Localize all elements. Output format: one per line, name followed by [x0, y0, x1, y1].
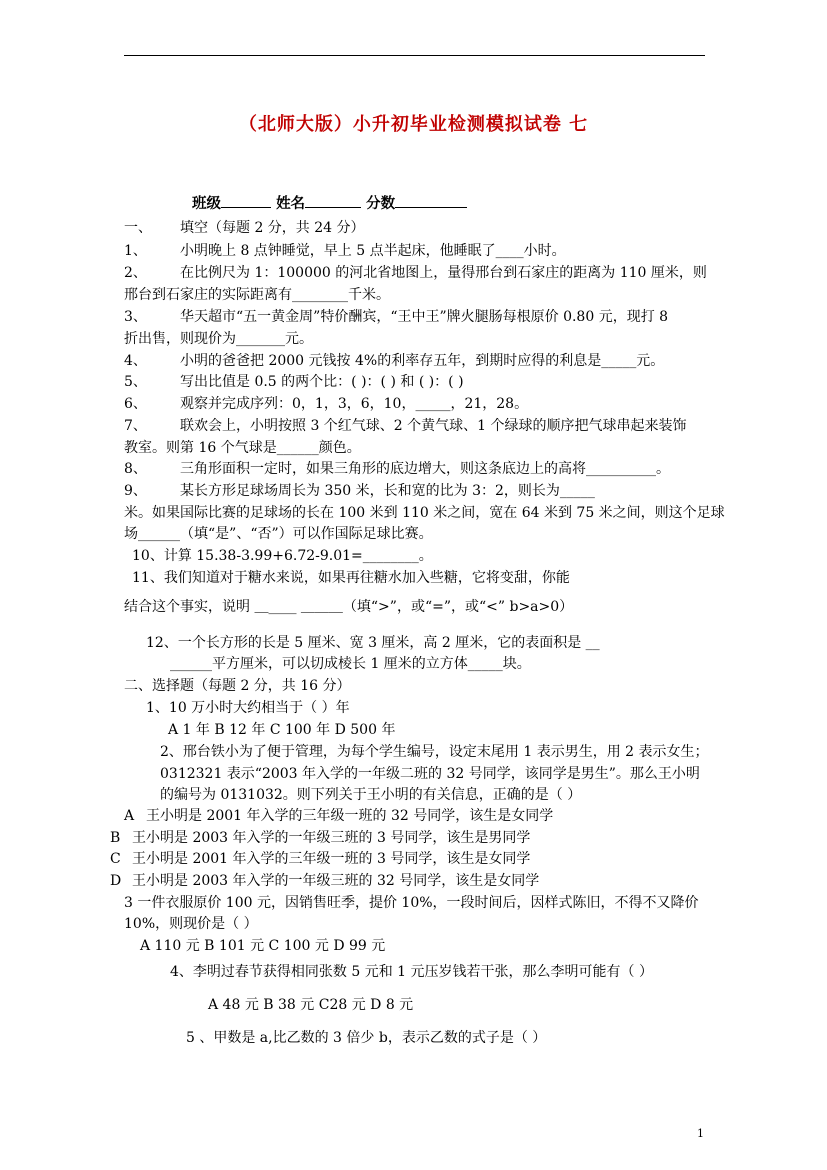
- question-9: 9、 某长方形足球场周长为 350 米，长和宽的比为 3：2，则长为_____: [124, 483, 595, 499]
- score-label: 分数: [366, 195, 396, 212]
- section-1-heading: 一、 填空（每题 2 分，共 24 分）: [124, 220, 365, 236]
- choice-question-4-options: A 48 元 B 38 元 C28 元 D 8 元: [208, 997, 414, 1013]
- choice-question-1: 1、10 万小时大约相当于（ ）年: [146, 700, 350, 716]
- question-9-cont-2: 场______（填“是”、“否”）可以作国际足球比赛。: [124, 526, 433, 542]
- choice-question-4: 4、李明过春节获得相同张数 5 元和 1 元压岁钱若干张，那么李明可能有（ ）: [170, 964, 653, 980]
- question-7: 7、 联欢会上，小明按照 3 个红气球、2 个黄气球、1 个绿球的顺序把气球串起来装饰: [124, 418, 687, 434]
- choice-2-option-b: B 王小明是 2003 年入学的一年级三班的 3 号同学，该生是男同学: [110, 830, 531, 846]
- question-11: 11、我们知道对于糖水来说，如果再往糖水加入些糖，它将变甜，你能: [132, 570, 570, 586]
- name-label: 姓名: [276, 195, 306, 212]
- choice-question-3: 3 一件衣服原价 100 元，因销售旺季，提价 10%，一段时间后，因样式陈旧，不得不又降价: [124, 895, 699, 911]
- page-title: （北师大版）小升初毕业检测模拟试卷 七: [238, 114, 589, 135]
- question-2-cont: 邢台到石家庄的实际距离有________千米。: [124, 287, 390, 303]
- section-2-heading: 二、选择题（每题 2 分，共 16 分）: [124, 678, 351, 694]
- class-blank: [221, 193, 271, 208]
- question-1: 1、 小明晚上 8 点钟睡觉，早上 5 点半起床，他睡眠了____小时。: [124, 243, 566, 259]
- choice-question-2-cont-2: 的编号为 0131032。则下列关于王小明的有关信息，正确的是（ ）: [160, 787, 582, 803]
- student-info-row: [192, 192, 467, 213]
- question-10: 10、计算 15.38-3.99+6.72-9.01=________。: [132, 548, 433, 564]
- choice-2-option-a: A 王小明是 2001 年入学的三年级一班的 32 号同学，该生是女同学: [124, 808, 554, 824]
- score-blank: [395, 193, 467, 208]
- choice-question-3-options: A 110 元 B 101 元 C 100 元 D 99 元: [140, 938, 386, 954]
- page-number: 1: [697, 1127, 704, 1140]
- choice-2-option-d: D 王小明是 2003 年入学的一年级三班的 32 号同学，该生是女同学: [110, 873, 540, 889]
- question-8: 8、 三角形面积一定时，如果三角形的底边增大，则这条底边上的高将__________。: [124, 461, 670, 477]
- question-6: 6、 观察并完成序列：0，1，3，6，10，_____，21，28。: [124, 396, 529, 412]
- question-4: 4、 小明的爸爸把 2000 元钱按 4%的利率存五年，到期时应得的利息是_____元。: [124, 353, 665, 369]
- question-11-cont: 结合这个事实，说明 ＿____ ＿＿＿（填“>”，或“=”，或“<” b>a>0）: [124, 599, 574, 615]
- choice-question-2-cont-1: 0312321 表示“2003 年入学的一年级二班的 32 号同学，该同学是男生”。那么王小明: [160, 766, 700, 782]
- choice-question-1-options: A 1 年 B 12 年 C 100 年 D 500 年: [168, 722, 396, 738]
- question-3-cont: 折出售，则现价为_______元。: [124, 331, 313, 347]
- question-2: 2、 在比例尺为 1：100000 的河北省地图上，量得邢台到石家庄的距离为 110 厘米，则: [124, 265, 707, 281]
- name-blank: [305, 193, 361, 208]
- header-rule: [124, 55, 705, 56]
- question-12: 12、一个长方形的长是 5 厘米、宽 3 厘米，高 2 厘米，它的表面积是 __: [146, 635, 600, 651]
- choice-question-5: 5 、甲数是 a,比乙数的 3 倍少 b，表示乙数的式子是（ ）: [186, 1030, 547, 1046]
- question-7-cont: 教室。则第 16 个气球是______颜色。: [124, 440, 361, 456]
- choice-question-3-cont: 10%，则现价是（ ）: [124, 916, 258, 932]
- choice-2-option-c: C 王小明是 2001 年入学的三年级一班的 3 号同学，该生是女同学: [110, 851, 531, 867]
- question-3: 3、 华天超市“五一黄金周”特价酬宾，“王中王”牌火腿肠每根原价 0.80 元，现打 8: [124, 309, 669, 325]
- class-label: 班级: [192, 195, 221, 212]
- question-12-cont: ______平方厘米，可以切成棱长 1 厘米的立方体_____块。: [170, 656, 531, 672]
- question-5: 5、 写出比值是 0.5 的两个比：( )：( ) 和 ( )：( ): [124, 374, 464, 390]
- question-9-cont-1: 米。如果国际比赛的足球场的长在 100 米到 110 米之间，宽在 64 米到 75 米之间，则这个足球: [124, 505, 725, 521]
- choice-question-2: 2、邢台铁小为了便于管理，为每个学生编号，设定末尾用 1 表示男生，用 2 表示女生；: [160, 744, 709, 760]
